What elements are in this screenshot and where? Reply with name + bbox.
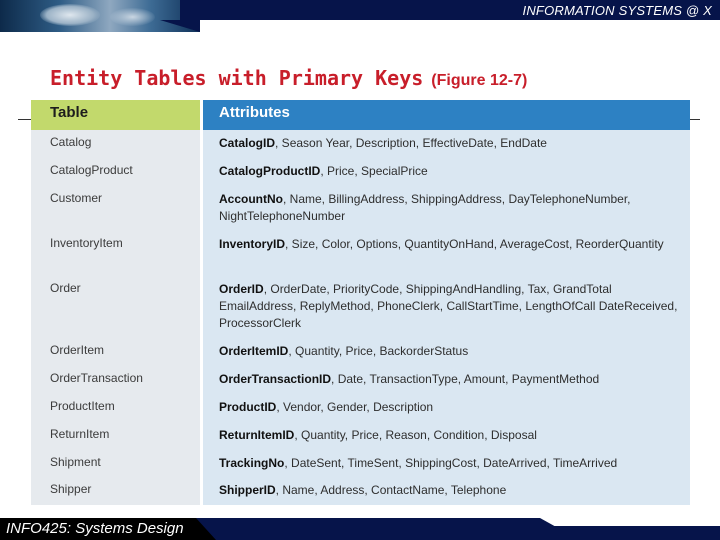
slide-title [50,66,527,90]
table-name-cell: OrderTransaction [31,366,203,394]
table-row [31,130,690,158]
footer-bar [0,518,720,540]
table-header-row [31,100,690,130]
table-name-cell: InventoryItem [31,231,203,276]
attribute-list: , Vendor, Gender, Description [276,400,434,414]
table-name-cell: OrderItem [31,338,203,366]
footer-course-name: INFO425: Systems Design [6,520,184,537]
attribute-list: , Price, SpecialPrice [320,164,428,178]
primary-key: AccountNo [219,192,283,206]
column-header-table: Table [31,100,203,130]
table-row [31,394,690,422]
figure-reference: (Figure 12-7) [431,72,528,89]
table-name-cell: Customer [31,186,203,231]
table-row [31,422,690,450]
table-name-cell: Catalog [31,130,203,158]
table-name-cell: Shipper [31,477,203,505]
attributes-cell [203,276,690,338]
title-rule-left [18,119,32,120]
attributes-cell [203,477,690,505]
column-header-attributes: Attributes [203,100,690,130]
primary-key: TrackingNo [219,456,285,470]
attributes-cell [203,158,690,186]
title-rule-right [690,119,700,120]
table-name-cell: CatalogProduct [31,158,203,186]
footer-notch [540,518,720,526]
table-name-cell: Shipment [31,450,203,477]
primary-key: CatalogID [219,136,276,150]
table-row [31,450,690,477]
table-row [31,231,690,276]
table-row [31,276,690,338]
table-name-cell: Order [31,276,203,338]
primary-key: OrderItemID [219,344,289,358]
attributes-cell [203,186,690,231]
primary-key: CatalogProductID [219,164,321,178]
primary-key: ReturnItemID [219,428,295,442]
primary-key: ProductID [219,400,277,414]
attributes-cell [203,394,690,422]
banner-band [180,0,720,20]
table-row [31,477,690,505]
slide-title-main: Entity Tables with Primary Keys [50,66,424,90]
primary-key: ShipperID [219,483,276,497]
footer-label-box [0,518,196,540]
footer-wedge [196,518,216,540]
handshake-image [40,4,100,26]
attribute-list: , Date, TransactionType, Amount, PaymentMethod [331,372,600,386]
course-header-title: INFORMATION SYSTEMS @ X [522,3,712,18]
attribute-list: , Name, Address, ContactName, Telephone [275,483,507,497]
attribute-list: , Quantity, Price, Reason, Condition, Disposal [294,428,537,442]
table-name-cell: ProductItem [31,394,203,422]
attribute-list: , Quantity, Price, BackorderStatus [288,344,469,358]
table-row [31,338,690,366]
attribute-list: , Size, Color, Options, QuantityOnHand, AverageCost, ReorderQuantity [285,237,664,251]
banner-photo-highlight [110,8,155,26]
attributes-cell [203,366,690,394]
primary-key: OrderID [219,282,264,296]
attributes-cell [203,231,690,276]
table-name-cell: ReturnItem [31,422,203,450]
attribute-list: , OrderDate, PriorityCode, ShippingAndHandling, Tax, GrandTotal EmailAddress, ReplyMethod, PhoneClerk, CallStartTime, LengthOfCall DateReceived, ProcessorClerk [219,282,678,330]
attributes-cell [203,338,690,366]
table-row [31,366,690,394]
table-row [31,186,690,231]
attribute-list: , Name, BillingAddress, ShippingAddress, DayTelephoneNumber, NightTelephoneNumber [219,192,631,223]
attribute-list: , DateSent, TimeSent, ShippingCost, DateArrived, TimeArrived [284,456,618,470]
attribute-list: , Season Year, Description, EffectiveDate, EndDate [275,136,547,150]
primary-key: OrderTransactionID [219,372,332,386]
entity-table [31,100,690,505]
top-banner [0,0,720,32]
attributes-cell [203,422,690,450]
table-row [31,158,690,186]
attributes-cell [203,130,690,158]
banner-wedge [160,20,200,32]
attributes-cell [203,450,690,477]
primary-key: InventoryID [219,237,286,251]
